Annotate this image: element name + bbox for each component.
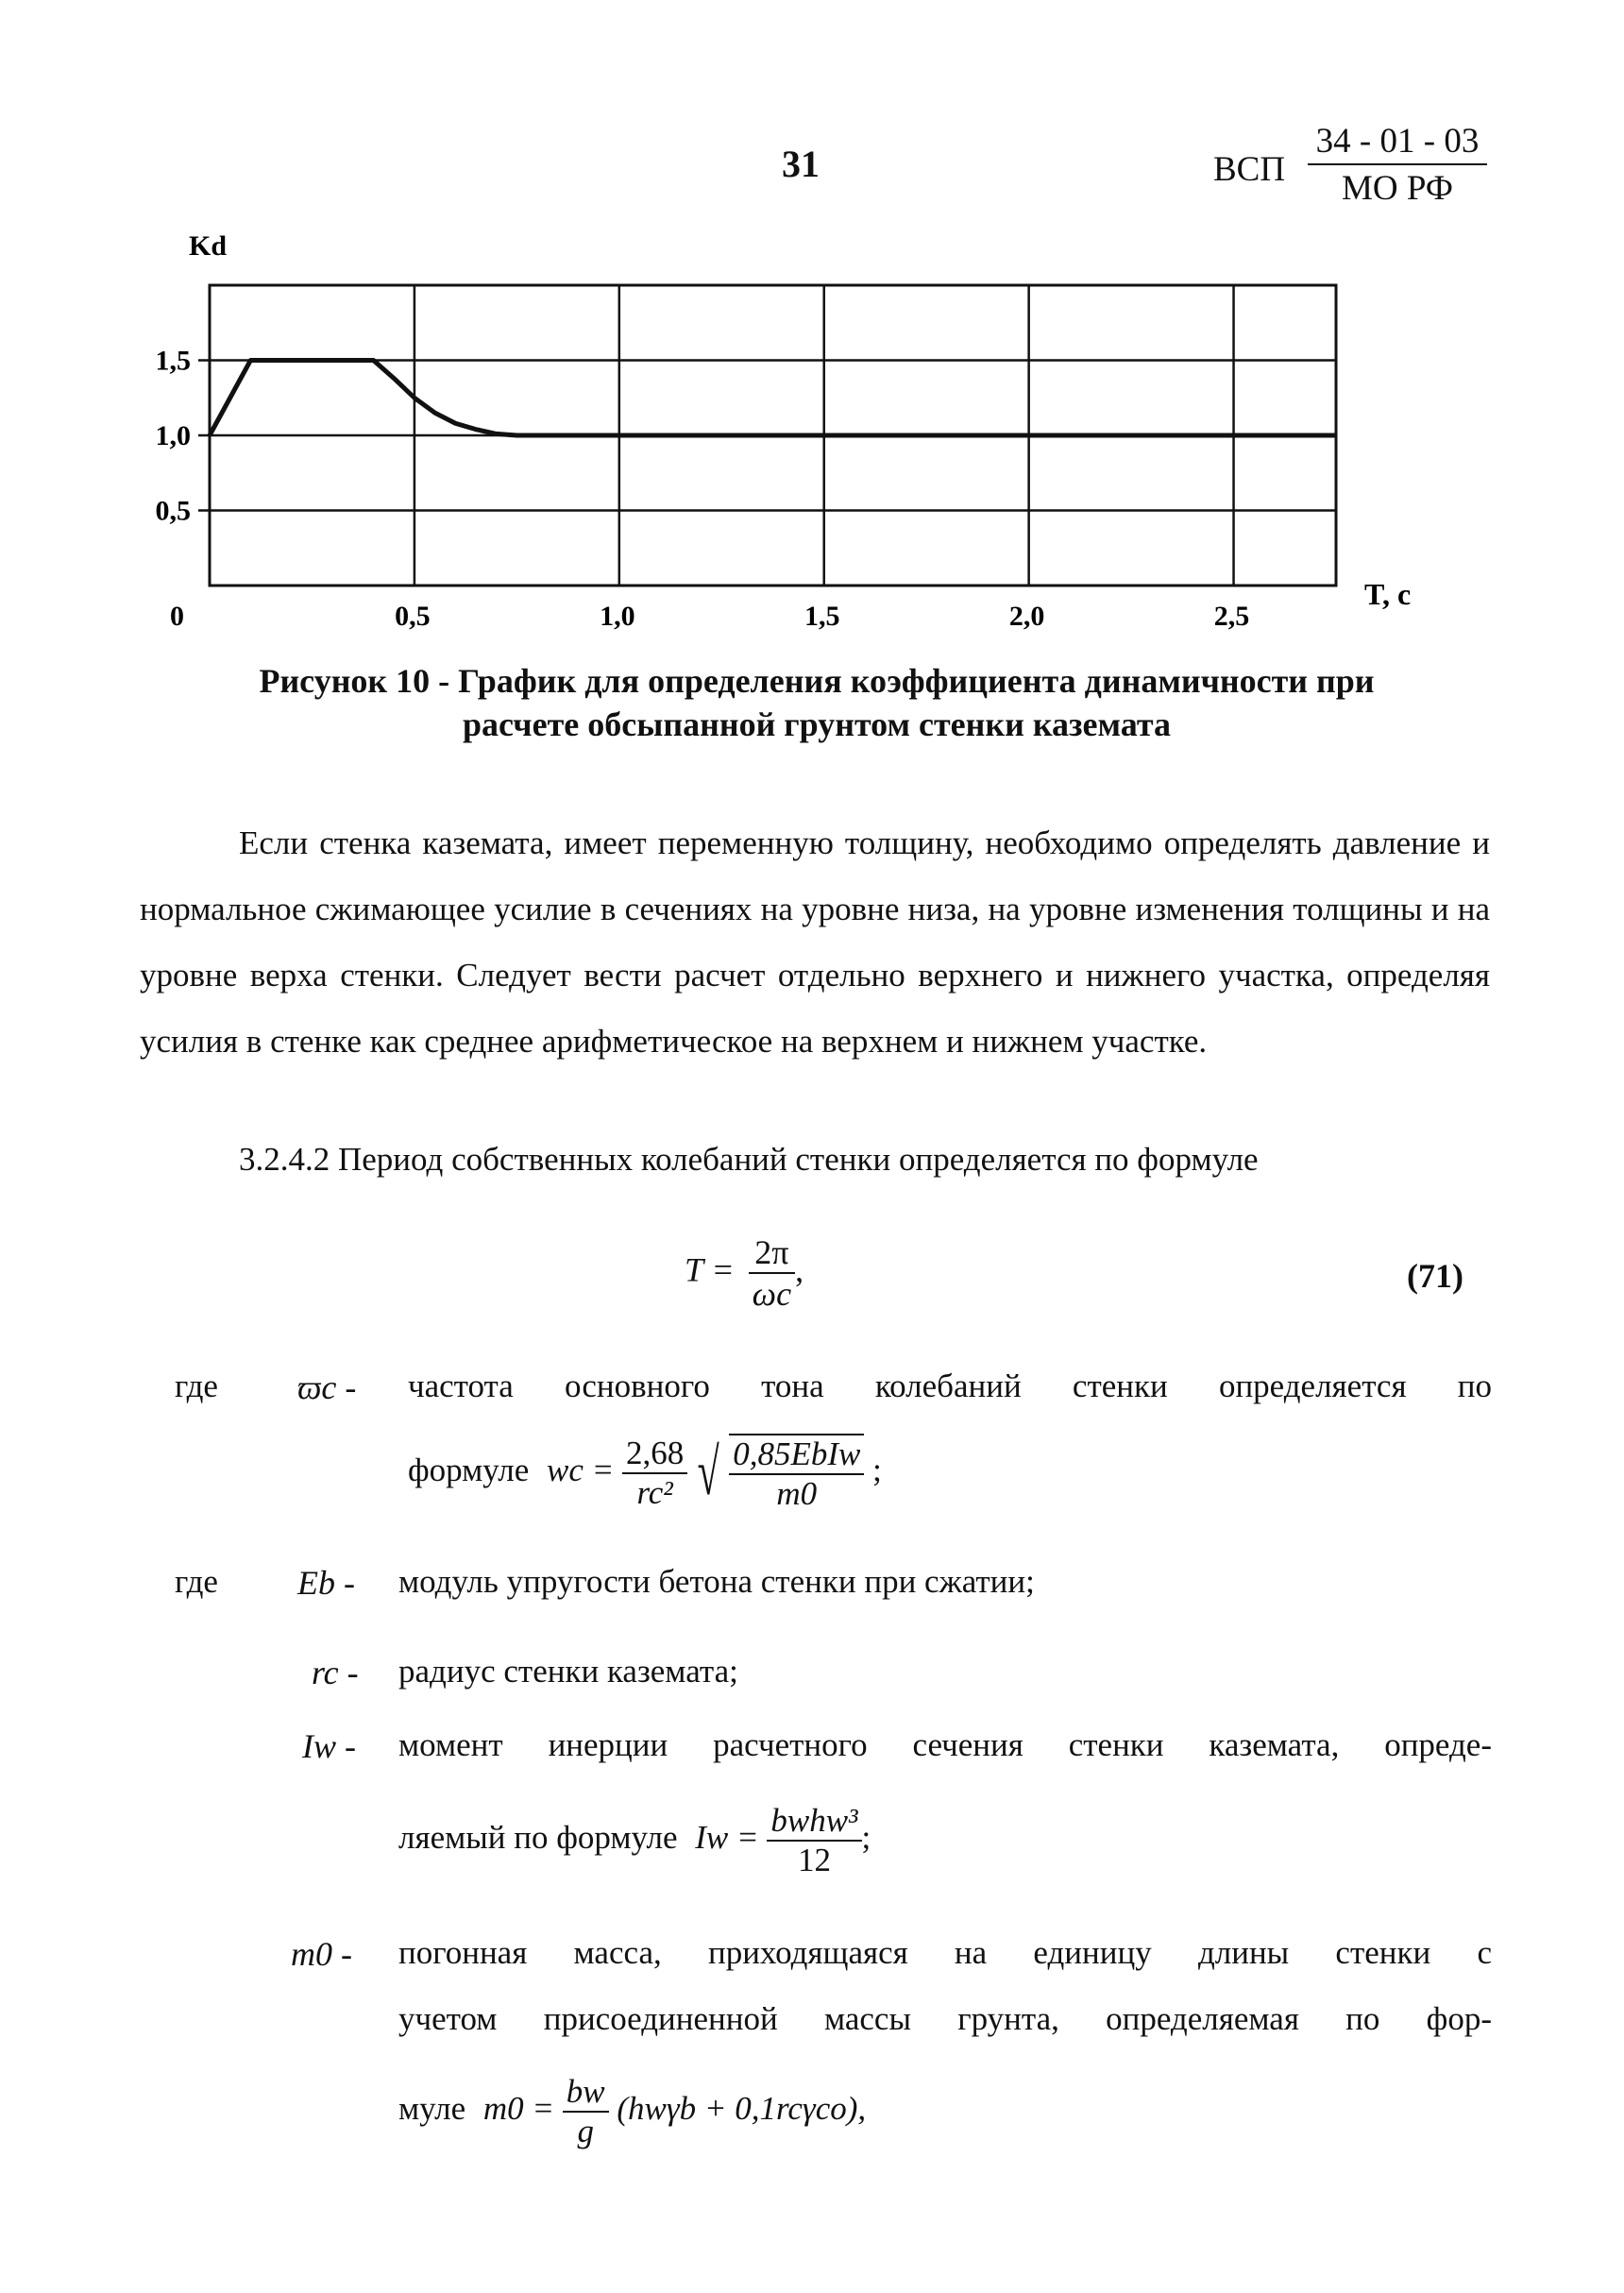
figure-caption (123, 659, 1511, 746)
paragraph-period: 3.2.4.2 Период собственных колебаний стенки определяется по формуле (239, 1141, 1259, 1178)
eq71-numerator: 2π (749, 1232, 795, 1274)
caption-line-1: Рисунок 10 - График для определения коэффициента динамичности при (259, 662, 1375, 700)
y-axis-label: Kd (189, 230, 228, 262)
symbol-rc: rc - (312, 1654, 359, 1691)
x-tick-label: 2,0 (1008, 601, 1045, 632)
symbol-omega-c: ϖc - (297, 1368, 357, 1406)
m0-description-line1: погонная масса, приходящаяся на единицу длины стенки с (398, 1934, 1492, 1971)
iw-fraction-den: 12 (797, 1842, 831, 1878)
caption-line-2: расчете обсыпанной грунтом стенки каземата (463, 705, 1171, 743)
equation-71 (685, 1232, 804, 1314)
x-tick-label: 2,5 (1213, 601, 1250, 632)
omega-fraction-num: 2,68 (622, 1435, 687, 1474)
code-numerator: 34 - 01 - 03 (1308, 121, 1487, 165)
x-tick-label: 0,5 (395, 601, 431, 632)
paragraph-variable-thickness: Если стенка каземата, имеет переменную толщину, необходимо определять давление и нормальное сжимающее усилие в сечениях на уровне низа, на уровне изменения толщины и на уровне верха стенки. Следует вести расчет отдельно верхнего и нижнего участка, определяя усилия в стенке как среднее арифметическое на верхнем и нижнем участке. (140, 824, 1490, 1060)
where-label-2: где (175, 1563, 218, 1600)
eb-description: модуль упругости бетона стенки при сжатии; (398, 1563, 1035, 1600)
omega-fraction (622, 1435, 687, 1512)
m0-formula-prefix: муле (398, 2090, 466, 2128)
iw-formula-prefix: ляемый по формуле (398, 1819, 678, 1857)
omega-formula-prefix: формуле (408, 1452, 530, 1489)
iw-fraction (767, 1802, 861, 1879)
y-tick-label: 1,5 (155, 345, 191, 377)
symbol-m0: m0 - (291, 1935, 352, 1973)
omega-formula (408, 1434, 882, 1513)
where-label-1: где (175, 1367, 218, 1404)
iw-formula-lhs: Iw = (695, 1819, 759, 1857)
iw-fraction-num: bwhw³ (767, 1802, 861, 1842)
eq71-lhs: T = (685, 1250, 735, 1289)
m0-fraction-num: bw (563, 2073, 609, 2113)
page-number: 31 (782, 143, 820, 185)
y-tick-label: 0,5 (155, 495, 191, 527)
sqrt-fraction (729, 1434, 864, 1513)
sqrt-fraction-num: 0,85EbIw (729, 1435, 864, 1475)
iw-formula (398, 1802, 871, 1879)
omega-fraction-den: rc² (636, 1474, 673, 1511)
omega-formula-tail: ; (872, 1452, 882, 1489)
kd-curve (210, 361, 1336, 436)
sqrt-icon: √ (697, 1436, 719, 1509)
dynamic-coefficient-chart (142, 227, 1463, 642)
m0-description-line2: учетом присоединенной массы грунта, определяемая по фор- (398, 2000, 1492, 2037)
eq71-comma: , (795, 1250, 804, 1289)
iw-formula-tail: ; (861, 1819, 871, 1857)
m0-formula-rest: (hwγb + 0,1rcγco), (617, 2090, 867, 2128)
code-denominator: МО РФ (1341, 169, 1454, 208)
m0-formula (398, 2073, 866, 2150)
eq71-fraction (749, 1232, 795, 1314)
equation-number-71: (71) (1407, 1257, 1463, 1295)
x-axis-label: T, c (1364, 577, 1412, 611)
code-prefix: ВСП (1213, 150, 1286, 189)
sqrt-fraction-den: m0 (776, 1475, 818, 1512)
rc-description: радиус стенки каземата; (398, 1653, 738, 1690)
omega-c-description: частота основного тона колебаний стенки определяется по (408, 1367, 1492, 1404)
symbol-eb: Eb - (297, 1564, 355, 1602)
omega-formula-lhs: wc = (547, 1452, 615, 1489)
x-tick-label: 0 (170, 601, 184, 632)
eq71-denominator: ωc (752, 1275, 792, 1313)
iw-description: момент инерции расчетного сечения стенки каземата, опреде- (398, 1726, 1492, 1763)
m0-formula-lhs: m0 = (482, 2090, 555, 2128)
x-tick-label: 1,5 (804, 601, 840, 632)
m0-fraction-den: g (577, 2113, 594, 2149)
x-tick-label: 1,0 (600, 601, 635, 632)
y-tick-label: 1,0 (155, 420, 191, 451)
m0-fraction (563, 2073, 609, 2150)
symbol-iw: Iw - (302, 1727, 356, 1765)
